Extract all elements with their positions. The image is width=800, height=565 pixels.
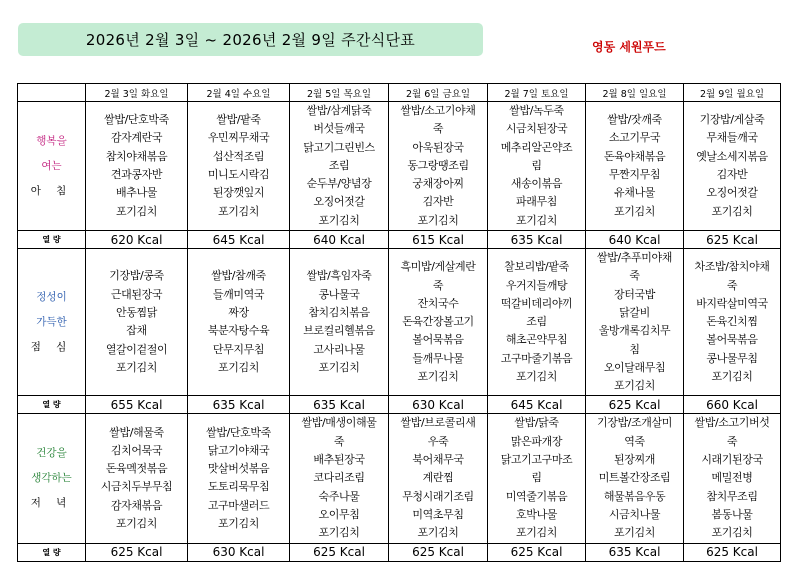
dish-item: 포기김치 — [614, 204, 655, 218]
calorie-label: 열 량 — [18, 396, 86, 414]
menu-cell — [586, 414, 684, 543]
dish-item: 우민찌무채국 — [207, 131, 270, 145]
dish-item: 버섯들깨국 — [313, 122, 365, 136]
dish-item: 림 — [531, 471, 542, 485]
dish-item: 쌀밥/녹두죽 — [509, 104, 564, 117]
dish-item: 들깨미역국 — [212, 287, 265, 301]
dish-item: 맛살버섯볶음 — [207, 462, 270, 476]
dish-item: 포기김치 — [218, 204, 259, 218]
dish-item: 조림 — [526, 315, 547, 329]
dish-item: 무청시래기조림 — [402, 489, 474, 503]
dinner-calorie-row — [18, 543, 781, 561]
dish-item: 포기김치 — [417, 370, 459, 383]
dish-item: 침 — [629, 342, 640, 356]
dish-item: 숙주나물 — [318, 489, 360, 503]
dish-item: 포기김치 — [711, 204, 753, 218]
dish-item: 닭고기야채국 — [207, 443, 270, 457]
dish-item: 열갈이겉절이 — [105, 342, 168, 356]
dish-item: 포기김치 — [318, 360, 360, 374]
dish-item: 닭고기고구마조 — [500, 453, 573, 467]
dish-item: 김자반 — [716, 168, 748, 182]
calorie-value: 635 Kcal — [290, 396, 389, 414]
dish-item: 미니도시락김 — [207, 168, 270, 182]
dish-item: 장터국밥 — [614, 287, 655, 301]
dish-item: 미역줄기볶음 — [505, 489, 568, 503]
dish-item: 울방개록김치무 — [598, 324, 671, 338]
dish-item: 시금치나물 — [608, 507, 661, 521]
dish-item: 포기김치 — [516, 213, 557, 227]
menu-cell — [290, 414, 389, 543]
dish-item: 무채들깨국 — [706, 131, 758, 145]
dish-item: 돈육멕젓볶음 — [105, 462, 168, 476]
dish-item: 죽 — [726, 434, 738, 448]
dish-item: 배추된장국 — [313, 453, 365, 467]
menu-cell — [86, 414, 188, 543]
calorie-value: 625 Kcal — [488, 543, 586, 561]
dish-item: 오징어젓갈 — [313, 195, 365, 209]
dish-item: 포기김치 — [516, 526, 557, 540]
dish-item: 포기김치 — [218, 360, 259, 374]
dish-item: 돈육간장볼고기 — [402, 315, 474, 329]
menu-cell — [488, 414, 586, 543]
menu-cell — [684, 414, 781, 543]
calorie-value: 625 Kcal — [290, 543, 389, 561]
dish-item: 닭고기그린빈스 — [303, 140, 375, 154]
dish-item: 림 — [531, 158, 542, 172]
menu-cell — [188, 102, 290, 231]
dish-item: 참치무조림 — [706, 489, 758, 503]
dish-item: 찰보리밥/팥죽 — [504, 260, 569, 274]
menu-cell — [389, 102, 488, 231]
dish-item: 파래무침 — [516, 195, 557, 209]
calorie-value: 625 Kcal — [86, 543, 188, 561]
dish-item: 잡채 — [126, 324, 147, 338]
dish-item: 계란찜 — [422, 471, 454, 485]
dish-item: 죽 — [629, 269, 640, 283]
day-header: 2월 5일 목요일 — [290, 84, 389, 102]
day-header: 2월 7일 토요일 — [488, 84, 586, 102]
meal-label-dinner: 건강을 생각하는 저 녁 — [18, 414, 86, 543]
page-title — [18, 23, 483, 56]
calorie-value: 660 Kcal — [684, 396, 781, 414]
dish-item: 포기김치 — [218, 517, 259, 531]
dish-item: 도토리묵무침 — [207, 480, 270, 494]
dish-item: 섭산적조림 — [212, 149, 265, 163]
dish-item: 조림 — [328, 158, 350, 172]
dish-item: 볼어묵볶음 — [706, 333, 758, 347]
calorie-value: 625 Kcal — [684, 231, 781, 249]
dish-item: 쌀밥/닭죽 — [514, 416, 559, 430]
dish-item: 포기김치 — [116, 204, 157, 218]
dish-item: 오징어젓갈 — [706, 186, 758, 200]
dish-item: 고구마샐러드 — [207, 498, 270, 512]
dish-item: 메밀전병 — [711, 471, 753, 485]
calorie-value: 645 Kcal — [488, 396, 586, 414]
dish-item: 포기김치 — [116, 360, 157, 374]
dish-item: 죽 — [432, 122, 444, 136]
dish-item: 메추리알곤약조 — [500, 140, 573, 154]
calorie-value: 635 Kcal — [586, 543, 684, 561]
corner-cell — [18, 84, 86, 102]
dish-item: 오이달래무침 — [603, 360, 666, 374]
calorie-value: 635 Kcal — [488, 231, 586, 249]
dish-item: 포기김치 — [711, 370, 753, 383]
dish-item: 쌀밥/브로콜리새 — [400, 416, 476, 430]
dish-item: 포기김치 — [711, 526, 753, 540]
dish-item: 쌀밥/추푸미야채 — [597, 251, 672, 265]
dish-item: 새송이볶음 — [510, 177, 563, 191]
dish-item: 돈육긴치찜 — [706, 315, 758, 329]
calorie-value: 645 Kcal — [188, 231, 290, 249]
dish-item: 쌀밥/해물죽 — [109, 425, 164, 439]
breakfast-row — [18, 102, 781, 231]
dish-item: 포기김치 — [614, 379, 655, 393]
menu-cell — [188, 414, 290, 543]
dish-item: 아욱된장국 — [412, 140, 464, 154]
dish-item: 미역초무침 — [412, 507, 464, 521]
menu-cell — [488, 249, 586, 396]
dish-item: 코다리조림 — [313, 471, 365, 485]
dish-item: 돈육야채볶음 — [603, 149, 666, 163]
menu-cell — [389, 414, 488, 543]
dish-item: 북어채무국 — [412, 453, 464, 467]
dish-item: 참치김치볶음 — [308, 305, 370, 319]
dish-item: 죽 — [726, 278, 738, 292]
breakfast-calorie-row — [18, 231, 781, 249]
dish-item: 호박나물 — [516, 507, 557, 521]
dish-item: 된장찌개 — [614, 453, 655, 467]
dish-item: 죽 — [333, 434, 345, 448]
dish-item: 볼어묵볶음 — [412, 333, 464, 347]
day-header: 2월 6일 금요일 — [389, 84, 488, 102]
dish-item: 무짠지무침 — [608, 168, 661, 182]
day-header: 2월 3일 화요일 — [86, 84, 188, 102]
dish-item: 시금치두부무침 — [100, 480, 173, 494]
calorie-value: 640 Kcal — [290, 231, 389, 249]
dish-item: 유채나물 — [614, 186, 655, 200]
menu-cell — [684, 102, 781, 231]
dish-item: 떡갈비데리야끼 — [500, 296, 573, 310]
calorie-label: 열 량 — [18, 231, 86, 249]
calorie-value: 615 Kcal — [389, 231, 488, 249]
dish-item: 역죽 — [624, 434, 645, 448]
dish-item: 미트볼간장조림 — [598, 471, 671, 485]
dish-item: 해물볶음우동 — [603, 489, 666, 503]
dish-item: 순두부/양념장 — [306, 177, 372, 191]
menu-cell — [86, 102, 188, 231]
menu-cell — [488, 102, 586, 231]
dish-item: 옛날소세지볶음 — [696, 149, 768, 163]
dish-item: 단무지무침 — [212, 342, 265, 356]
dish-item: 쌀밥/삼계닭죽 — [306, 104, 372, 117]
calorie-value: 625 Kcal — [389, 543, 488, 561]
menu-cell — [86, 249, 188, 396]
calorie-value: 625 Kcal — [684, 543, 781, 561]
calorie-value: 635 Kcal — [188, 396, 290, 414]
dish-item: 포기김치 — [417, 213, 459, 227]
meal-label-lunch: 정성이 가득한 점 심 — [18, 249, 86, 396]
dish-item: 궁채장아찌 — [412, 177, 464, 191]
dish-item: 우거지들깨탕 — [505, 278, 568, 292]
company-name: 영동 세원푸드 — [592, 40, 666, 54]
dish-item: 감자계란국 — [110, 131, 163, 145]
menu-cell — [389, 249, 488, 396]
dish-item: 오이무침 — [318, 507, 360, 521]
dish-item: 잔치국수 — [417, 296, 459, 310]
dish-item: 된장깻잎지 — [212, 186, 265, 200]
menu-cell — [188, 249, 290, 396]
meal-label-breakfast: 행복을 여는 아 침 — [18, 102, 86, 231]
menu-cell — [290, 249, 389, 396]
dish-item: 쌀밥/팥죽 — [216, 113, 261, 127]
calorie-value: 620 Kcal — [86, 231, 188, 249]
dish-item: 소고기무국 — [608, 131, 661, 145]
dish-item: 흑미밥/게살계란 — [400, 260, 476, 274]
dish-item: 쌀밥/잣깨죽 — [607, 113, 662, 127]
calorie-value: 655 Kcal — [86, 396, 188, 414]
dish-item: 봄동나물 — [711, 507, 753, 521]
menu-cell — [290, 102, 389, 231]
dish-item: 브로컬리헬볶음 — [303, 324, 375, 338]
dish-item: 기장밥/게살죽 — [699, 113, 765, 127]
dish-item: 쌀밥/단호박죽 — [206, 425, 271, 439]
dish-item: 쌀밥/소고기버섯 — [694, 416, 770, 430]
dish-item: 우죽 — [427, 434, 449, 448]
dish-item: 짜장 — [228, 305, 249, 319]
dish-item: 콩나물국 — [318, 287, 360, 301]
dinner-row — [18, 414, 781, 543]
dish-item: 김자반 — [422, 195, 454, 209]
dish-item: 배추나물 — [116, 186, 157, 200]
dish-item: 콩나물무침 — [706, 351, 758, 365]
dish-item: 기장밥/콩죽 — [109, 269, 164, 283]
day-header: 2월 9일 월요일 — [684, 84, 781, 102]
dish-item: 쌀밥/소고기야채 — [400, 104, 476, 117]
dish-item: 포기김치 — [417, 526, 459, 540]
menu-cell — [586, 249, 684, 396]
calorie-value: 630 Kcal — [389, 396, 488, 414]
title-text: 2026년 2월 3일 ~ 2026년 2월 9일 주간식단표 — [85, 31, 416, 49]
calorie-label: 열 량 — [18, 543, 86, 561]
dish-item: 닭갈비 — [619, 305, 650, 319]
dish-item: 바지락살미역국 — [696, 296, 768, 310]
dish-item: 기장밥/조개살미 — [597, 416, 672, 430]
dish-item: 쌀밥/흑임자죽 — [306, 269, 372, 283]
dish-item: 근대된장국 — [110, 287, 163, 301]
dish-item: 시금치된장국 — [505, 122, 568, 136]
dish-item: 포기김치 — [614, 526, 655, 540]
dish-item: 견과콩자반 — [110, 168, 163, 182]
dish-item: 김치어묵국 — [110, 443, 163, 457]
dish-item: 시래기된장국 — [701, 453, 763, 467]
dish-item: 죽 — [432, 278, 444, 292]
dish-item: 고구마줄기볶음 — [500, 351, 573, 365]
dish-item: 해초곤약무침 — [505, 333, 568, 347]
dish-item: 안동찜닭 — [116, 305, 157, 319]
calorie-value: 630 Kcal — [188, 543, 290, 561]
dish-item: 포기김치 — [516, 370, 557, 383]
dish-item: 맑은파개장 — [510, 434, 563, 448]
calorie-value: 640 Kcal — [586, 231, 684, 249]
menu-cell — [684, 249, 781, 396]
dish-item: 차조밥/참치야채 — [694, 260, 770, 274]
dish-item: 포기김치 — [318, 213, 360, 227]
dish-item: 동그랑땡조림 — [407, 158, 469, 172]
day-header: 2월 4일 수요일 — [188, 84, 290, 102]
day-header: 2월 8일 일요일 — [586, 84, 684, 102]
dish-item: 고사리나물 — [313, 342, 365, 356]
dish-item: 쌀밥/단호박죽 — [104, 113, 169, 127]
dish-item: 쌀밥/매생이해물 — [301, 416, 377, 430]
weekly-menu-table — [17, 83, 781, 562]
dish-item: 포기김치 — [116, 517, 157, 531]
menu-cell — [586, 102, 684, 231]
day-header-row — [18, 84, 781, 102]
dish-item: 포기김치 — [318, 526, 360, 540]
dish-item: 참치야채볶음 — [105, 149, 168, 163]
lunch-row — [18, 249, 781, 396]
calorie-value: 625 Kcal — [586, 396, 684, 414]
dish-item: 쌀밥/참깨죽 — [211, 269, 266, 283]
lunch-calorie-row — [18, 396, 781, 414]
dish-item: 북분자탕수육 — [207, 324, 270, 338]
dish-item: 감자채볶음 — [110, 498, 163, 512]
dish-item: 들깨무나물 — [412, 351, 464, 365]
